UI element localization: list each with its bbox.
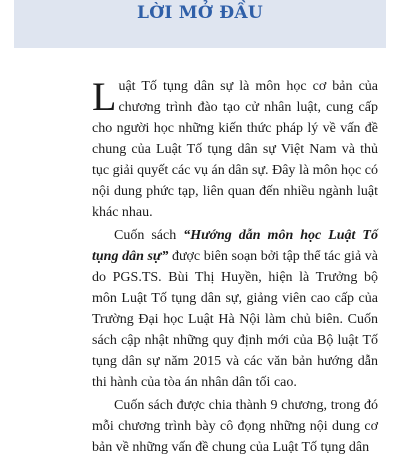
paragraph-3 [92,395,378,458]
paragraph-2 [92,225,378,393]
page-title: LỜI MỞ ĐẦU [136,3,264,23]
preface-body [92,76,378,460]
paragraph-3-text: Cuốn sách được chia thành 9 chương, trong đó mỗi chương trình bày cô đọng những nội dung cơ bản về những vấn đề chung của Luật Tố tụng dân [92,398,378,455]
paragraph-1-text: uật Tố tụng dân sự là môn học cơ bản của chương trình đào tạo cử nhân luật, cung cấp cho người học những kiến thức pháp lý về vấn đề chung của Luật Tố tụng dân sự Việt Nam và thủ tục giải quyết các vụ án dân sự. Đây là môn học có nội dung phức tạp, liên quan đến nhiều ngành luật khác nhau. [92,79,378,220]
paragraph-1 [92,76,378,223]
book-title: “Hướng dẫn môn học Luật Tố tụng dân sự” [92,228,378,264]
paragraph-2-before: Cuốn sách [114,228,184,243]
drop-cap: L [92,74,117,119]
paragraph-2-after: được biên soạn bởi tập thể tác giả và do PGS.TS. Bùi Thị Huyền, hiện là Trưởng bộ môn Luật Tố tụng dân sự, giảng viên cao cấp của Trường Đại học Luật Hà Nội làm chủ biên. Cuốn sách cập nhật những quy định mới của Bộ luật Tố tụng dân sự năm 2015 và các văn bản hướng dẫn thi hành của tòa án nhân dân tối cao. [92,249,378,390]
